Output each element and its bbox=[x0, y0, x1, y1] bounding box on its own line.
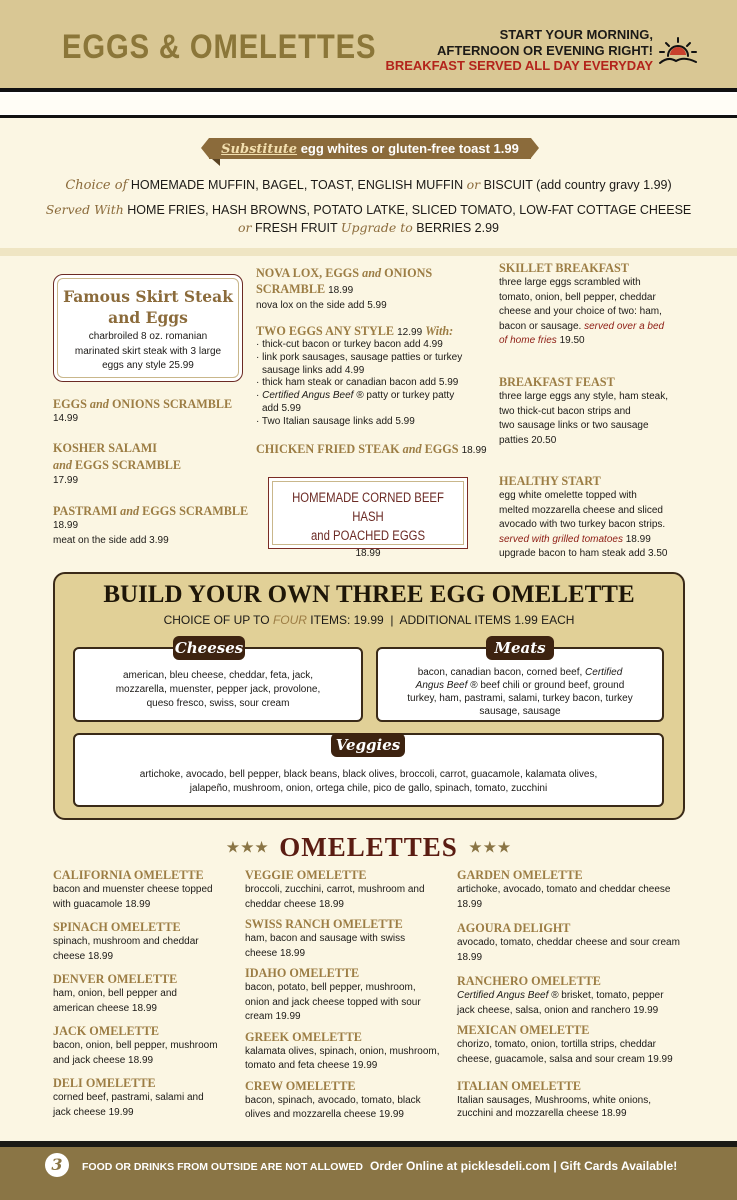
skirt-desc-1: charbroiled 8 oz. romanian bbox=[88, 331, 208, 342]
meats-label: Meats bbox=[486, 636, 554, 660]
tagline-1: START YOUR MORNING, bbox=[499, 27, 653, 42]
omelette-desc: cheese 18.99 bbox=[53, 950, 114, 962]
omelette-desc: bacon, spinach, avocado, tomato, black bbox=[245, 1094, 421, 1106]
item-name: PASTRAMI and EGGS SCRAMBLE bbox=[53, 504, 249, 518]
item-name: EGGS and ONIONS SCRAMBLE bbox=[53, 397, 233, 411]
chicken-fried-item bbox=[256, 442, 487, 457]
skirt-steak-card bbox=[53, 274, 243, 382]
option-line: sausage links add 4.99 bbox=[262, 364, 365, 376]
skirt-title-1: Famous Skirt Steak bbox=[63, 287, 233, 306]
stars-left: ★★★ bbox=[225, 839, 269, 857]
omelette-desc: 18.99 bbox=[457, 898, 483, 910]
tagline-3: BREAKFAST SERVED ALL DAY EVERYDAY bbox=[385, 58, 653, 73]
option-line: · thick ham steak or canadian bacon add 5.99 bbox=[256, 377, 459, 389]
omelette-name: SPINACH OMELETTE bbox=[53, 920, 181, 934]
omelette-name: GARDEN OMELETTE bbox=[457, 868, 583, 882]
omelette-name: ITALIAN OMELETTE bbox=[457, 1079, 582, 1093]
omelette-desc: onion and jack cheese topped with sour bbox=[245, 996, 421, 1008]
item-name: NOVA LOX, EGGS and ONIONS bbox=[256, 266, 433, 280]
omelette-desc: chorizo, tomato, onion, tortilla strips, cheddar bbox=[457, 1039, 656, 1050]
omelette-desc: corned beef, pastrami, salami and bbox=[53, 1092, 204, 1103]
substitute-text: egg whites or gluten-free toast 1.99 bbox=[300, 141, 519, 156]
healthy-item bbox=[499, 474, 667, 562]
omelette-desc: Certified Angus Beef ® brisket, tomato, pepper bbox=[457, 990, 664, 1001]
omelette-name: GREEK OMELETTE bbox=[245, 1029, 362, 1044]
option-line: · Two Italian sausage links add 5.99 bbox=[256, 415, 415, 427]
cheeses-label: Cheeses bbox=[173, 636, 245, 660]
omelette-name: MEXICAN OMELETTE bbox=[457, 1023, 590, 1037]
item-desc: upgrade bacon to ham steak add 3.50 bbox=[499, 548, 668, 559]
omelettes-heading bbox=[0, 832, 737, 863]
choice-line bbox=[0, 177, 737, 193]
eggs-onions-item bbox=[53, 397, 232, 427]
item-name: CHICKEN FRIED STEAK and EGGS 18.99 bbox=[256, 442, 487, 456]
served-berries: BERRIES 2.99 bbox=[416, 221, 499, 235]
item-note: meat on the side add 3.99 bbox=[53, 534, 169, 546]
item-name: SKILLET BREAKFAST bbox=[499, 261, 629, 275]
omelette-desc: with guacamole 18.99 bbox=[53, 898, 151, 910]
nova-item bbox=[256, 265, 432, 314]
omelette-col-1 bbox=[53, 868, 218, 1120]
omelette-desc: cream 19.99 bbox=[245, 1011, 301, 1022]
omelette-desc: olives and mozzarella cheese 19.99 bbox=[245, 1109, 404, 1120]
meats-line: Angus Beef ® beef chili or ground beef, ground bbox=[415, 680, 625, 691]
item-name-2: SCRAMBLE 18.99 bbox=[256, 282, 354, 296]
served-fruit: FRESH FRUIT bbox=[255, 221, 338, 235]
omelette-name: JACK OMELETTE bbox=[53, 1024, 159, 1038]
item-price: 18.99 bbox=[53, 520, 79, 531]
build-subtitle: CHOICE OF UP TO FOUR ITEMS: 19.99 | ADDITIONAL ITEMS 1.99 EACH bbox=[163, 613, 575, 627]
build-title: BUILD YOUR OWN THREE EGG OMELETTE bbox=[103, 581, 635, 608]
item-name: TWO EGGS ANY STYLE 12.99 With: bbox=[256, 324, 454, 338]
omelettes-title: OMELETTES bbox=[279, 832, 458, 862]
veggies-line: jalapeño, mushroom, onion, ortega chile, pico de gallo, spinach, tomato, zucchini bbox=[189, 783, 548, 794]
omelette-desc: artichoke, avocado, tomato and cheddar cheese bbox=[457, 884, 671, 895]
stars-right: ★★★ bbox=[468, 839, 512, 857]
option-line: · link pork sausages, sausage patties or turkey bbox=[256, 351, 463, 363]
meats-line: sausage, sausage bbox=[479, 706, 561, 717]
salami-item bbox=[53, 440, 181, 489]
omelette-name: AGOURA DELIGHT bbox=[457, 921, 571, 935]
corned-beef-card bbox=[268, 477, 468, 559]
cheeses-line: queso fresco, swiss, sour cream bbox=[146, 698, 290, 709]
omelette-desc: cheese, guacamole, salsa and sour cream 19.99 bbox=[457, 1053, 673, 1065]
item-desc: three large eggs scrambled with bbox=[499, 277, 641, 288]
omelette-name: VEGGIE OMELETTE bbox=[245, 868, 367, 882]
served-script: Served With bbox=[45, 202, 124, 217]
omelette-desc: cheddar cheese 18.99 bbox=[245, 898, 344, 910]
tagline-2: AFTERNOON OR EVENING RIGHT! bbox=[437, 43, 653, 58]
choice-or: or bbox=[466, 177, 481, 192]
item-name-2: and EGGS SCRAMBLE bbox=[53, 458, 182, 472]
choice-items: HOMEMADE MUFFIN, BAGEL, TOAST, ENGLISH MUFFIN bbox=[130, 178, 464, 192]
skillet-item bbox=[499, 261, 664, 349]
omelette-desc: ham, bacon and sausage with swiss bbox=[245, 933, 406, 944]
omelette-desc: and jack cheese 18.99 bbox=[53, 1054, 154, 1066]
omelette-desc: cheese 18.99 bbox=[245, 947, 306, 959]
served-upgrade: Upgrade to bbox=[340, 220, 413, 235]
omelette-name: CALIFORNIA OMELETTE bbox=[53, 868, 204, 882]
option-line: · thick-cut bacon or turkey bacon add 4.99 bbox=[256, 339, 443, 350]
feast-item bbox=[499, 375, 668, 448]
item-desc: bacon or sausage. served over a bed bbox=[499, 320, 665, 332]
skirt-title-2: and Eggs bbox=[108, 308, 188, 327]
omelette-name: SWISS RANCH OMELETTE bbox=[245, 917, 403, 931]
item-desc: egg white omelette topped with bbox=[499, 490, 637, 501]
footer-notice: FOOD OR DRINKS FROM OUTSIDE ARE NOT ALLOWED bbox=[82, 1161, 363, 1173]
option-line: add 5.99 bbox=[262, 402, 301, 414]
corned-title-1: HOMEMADE CORNED BEEF HASH bbox=[292, 490, 444, 524]
footer-order-link[interactable]: Order Online at picklesdeli.com | Gift Cards Available! bbox=[370, 1159, 678, 1173]
served-or: or bbox=[238, 220, 252, 235]
cheeses-line: american, bleu cheese, cheddar, feta, jack, bbox=[122, 670, 314, 681]
item-name: BREAKFAST FEAST bbox=[499, 375, 615, 389]
veggies-label: Veggies bbox=[331, 733, 405, 757]
substitute-script: Substitute bbox=[221, 142, 298, 157]
item-desc: patties 20.50 bbox=[499, 434, 557, 446]
item-name: KOSHER SALAMI bbox=[53, 441, 157, 455]
item-desc: of home fries 19.50 bbox=[499, 335, 585, 346]
omelette-desc: tomato and feta cheese 19.99 bbox=[245, 1060, 378, 1071]
item-price: 14.99 bbox=[53, 413, 79, 424]
item-desc: avocado with two turkey bacon strips. bbox=[499, 519, 666, 530]
served-line bbox=[0, 202, 737, 217]
choice-script: Choice of bbox=[65, 178, 128, 193]
omelette-desc: bacon and muenster cheese topped bbox=[53, 884, 213, 895]
omelette-name: CREW OMELETTE bbox=[245, 1078, 356, 1093]
omelette-col-3 bbox=[457, 868, 680, 1120]
section-divider bbox=[0, 248, 737, 256]
omelette-desc: broccoli, zucchini, carrot, mushroom and bbox=[245, 884, 425, 895]
item-desc: served with grilled tomatoes 18.99 bbox=[499, 533, 651, 545]
item-desc: melted mozzarella cheese and sliced bbox=[499, 504, 663, 516]
corned-title-2: and POACHED EGGS bbox=[310, 528, 426, 543]
meats-line: bacon, canadian bacon, corned beef, Certified bbox=[417, 667, 623, 678]
omelette-desc: Italian sausages, Mushrooms, white onions, bbox=[457, 1095, 651, 1106]
omelette-desc: avocado, tomato, cheddar cheese and sour cream bbox=[457, 937, 680, 948]
served-items: HOME FRIES, HASH BROWNS, POTATO LATKE, SLICED TOMATO, LOW-FAT COTTAGE CHEESE bbox=[127, 203, 692, 217]
sunrise-icon bbox=[658, 36, 698, 66]
omelette-desc: jack cheese 19.99 bbox=[53, 1106, 134, 1118]
veggies-line: artichoke, avocado, bell pepper, black beans, black olives, broccoli, carrot, guacamole, kalamata olives, bbox=[139, 769, 598, 780]
page-number: 3 bbox=[45, 1153, 69, 1177]
item-desc: three large eggs any style, ham steak, bbox=[499, 391, 668, 402]
two-eggs-item bbox=[256, 324, 462, 429]
omelette-desc: spinach, mushroom and cheddar bbox=[53, 936, 199, 947]
omelette-desc: ham, onion, bell pepper and bbox=[53, 988, 177, 999]
item-price: 17.99 bbox=[53, 475, 79, 486]
option-line: · Certified Angus Beef ® patty or turkey patty bbox=[256, 390, 455, 402]
skirt-desc-3: eggs any style 25.99 bbox=[102, 360, 194, 371]
item-note: nova lox on the side add 5.99 bbox=[256, 300, 387, 311]
item-desc: two thick-cut bacon strips and bbox=[499, 405, 631, 417]
omelette-desc: bacon, onion, bell pepper, mushroom bbox=[53, 1040, 218, 1051]
cheeses-line: mozzarella, muenster, pepper jack, provolone, bbox=[115, 684, 321, 695]
omelette-name: DELI OMELETTE bbox=[53, 1076, 156, 1090]
substitute-ribbon bbox=[209, 138, 531, 159]
item-desc: cheese and your choice of two: ham, bbox=[499, 306, 662, 317]
omelette-desc: bacon, potato, bell pepper, mushroom, bbox=[245, 982, 416, 993]
ribbon-fold bbox=[212, 159, 220, 166]
served-line-2 bbox=[0, 220, 737, 235]
choice-last: BISCUIT (add country gravy 1.99) bbox=[483, 178, 672, 192]
meats-line: turkey, ham, pastrami, salami, turkey bacon, turkey bbox=[407, 693, 633, 704]
omelette-desc: 18.99 bbox=[457, 951, 483, 963]
pastrami-item bbox=[53, 504, 248, 548]
item-desc: two sausage links or two sausage bbox=[499, 420, 649, 431]
skirt-desc-2: marinated skirt steak with 3 large bbox=[74, 345, 222, 357]
omelette-desc: jack cheese, salsa, onion and ranchero 19.99 bbox=[457, 1004, 659, 1016]
divider-bar bbox=[0, 88, 737, 118]
omelette-name: DENVER OMELETTE bbox=[53, 972, 178, 986]
omelette-desc: american cheese 18.99 bbox=[53, 1002, 157, 1014]
item-desc: tomato, onion, bell pepper, cheddar bbox=[499, 291, 656, 303]
page-title: EGGS & OMELETTES bbox=[62, 28, 377, 66]
omelette-name: RANCHERO OMELETTE bbox=[457, 974, 601, 988]
omelette-desc: zucchini and mozzarella cheese 18.99 bbox=[457, 1108, 627, 1119]
omelette-name: IDAHO OMELETTE bbox=[245, 966, 360, 980]
omelette-desc: kalamata olives, spinach, onion, mushroom, bbox=[245, 1045, 440, 1057]
omelette-col-2 bbox=[245, 868, 440, 1123]
corned-price: 18.99 bbox=[355, 548, 381, 559]
item-name: HEALTHY START bbox=[499, 474, 601, 488]
